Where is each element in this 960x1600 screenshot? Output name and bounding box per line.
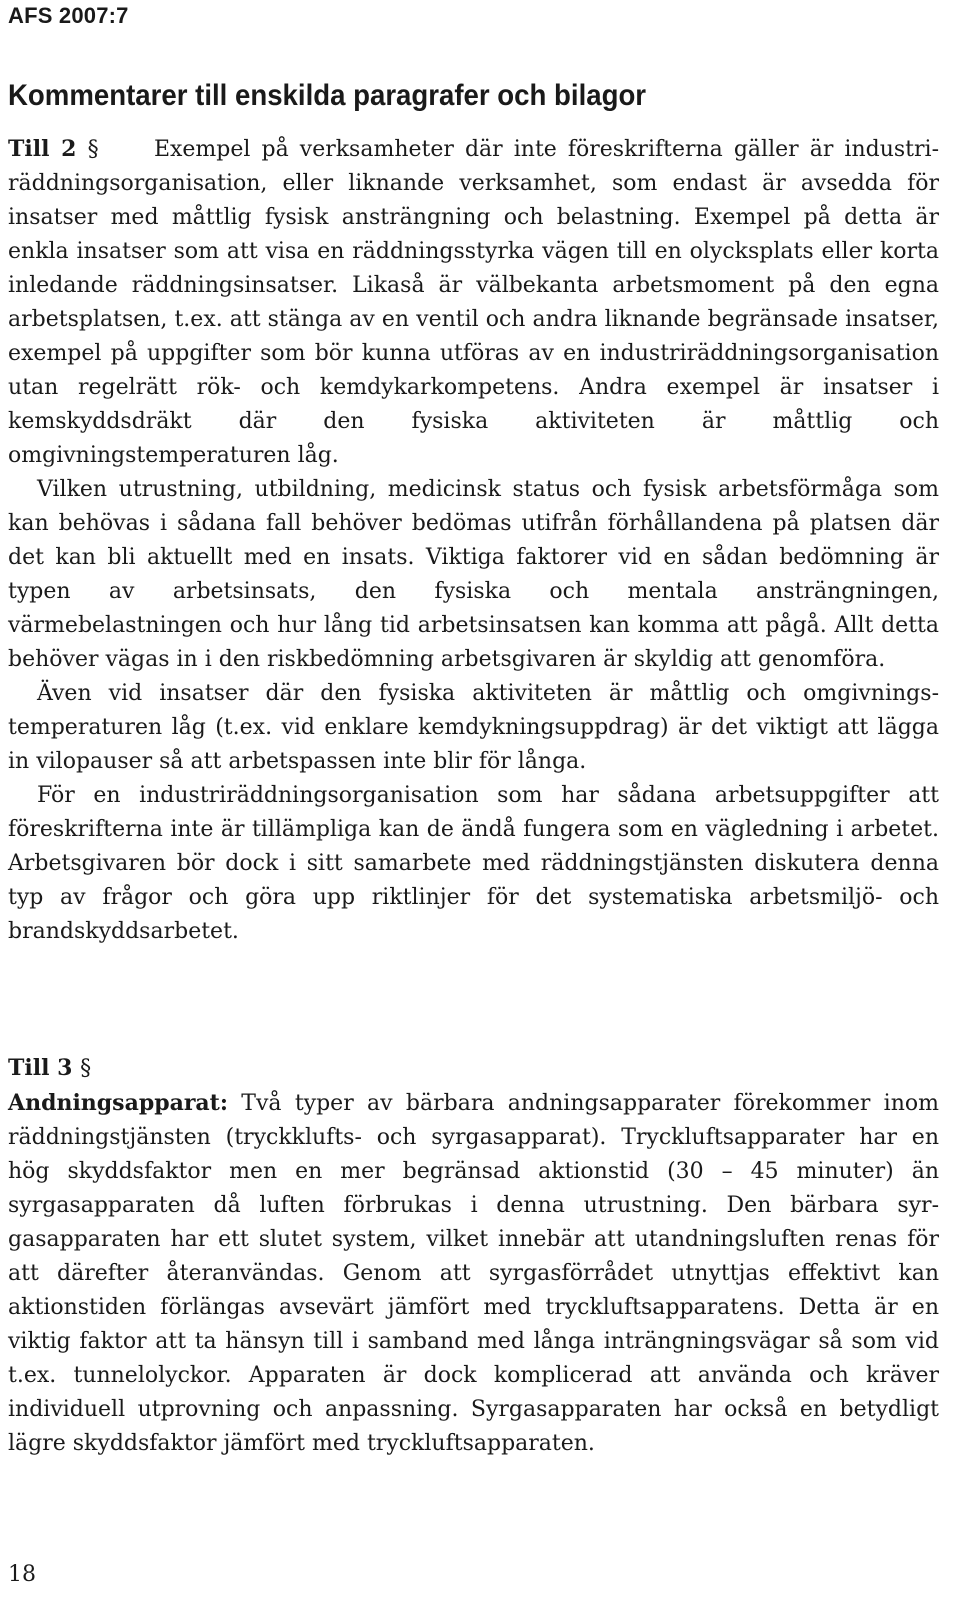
section-till-2-paragraph-2: Vilken utrustning, utbildning, medicinsk status och fysisk arbetsförmåga som kan behövas i sådana fall behöver bedömas utifrån förhållandena på platsen där det kan bli aktuellt med en insats. Viktiga faktorer vid en sådan bedömning är typen av arbetsinsats, den fysiska och mentala ansträngningen, värmebelastningen och hur lång tid arbetsinsatsen kan komma att pågå. Allt detta behöver vägas in i den riskbedömning arbetsgivaren är skyldig att genomföra. [8,477,939,672]
section-till-2-paragraph-4: För en industriräddningsorganisation som har sådana arbetsuppgifter att föreskrifterna inte är tillämpliga kan de ändå fungera som en vägledning i arbetet. Arbetsgivaren bör dock i sitt samarbete med räddningstjänsten diskutera denna typ av frågor och göra upp riktlinjer för det systematiska arbetsmiljö- och brandskyddsarbetet. [8,783,939,944]
section-till-2 [8,132,939,949]
page-heading: Kommentarer till enskilda paragrafer och bilagor [8,79,647,112]
section-till-3 [8,1051,939,1461]
running-head: AFS 2007:7 [8,3,129,28]
page-number: 18 [8,1562,36,1587]
section-label: Till 3 [8,1055,73,1081]
paragraph-text: Två typer av bärbara andningsapparater förekommer inom räddningstjänsten (tryckklufts- och syrgasapparat). Tryckluftsapparater har en hög skyddsfaktor men en mer begränsad aktionstid (30 – 45 minuter) än syrgasapparaten då luften förbrukas i denna utrustning. Den bärbara syrgasapparaten har ett slutet system, vilket innebär att utandningsluften renas för att därefter återanvändas. Genom att syrgasförrådet utnyttjas effektivt kan aktionstiden förlängas avsevärt jämfört med tryckluftsapparatens. Detta är en viktig faktor att ta hänsyn till i samband med långa inträngningsvägar så som vid t.ex. tunnelolyckor. Apparaten är dock komplicerad att använda och kräver individuell utprovning och anpassning. Syrgasapparaten har också en betydligt lägre skyddsfaktor jämfört med tryckluftsapparaten. [8,1091,939,1456]
term-label: Andningsapparat: [8,1090,228,1116]
section-till-2-paragraph-1 [8,132,939,473]
section-heading [8,1051,939,1086]
section-till-2-paragraph-3: Även vid insatser där den fysiska aktiviteten är måttlig och omgivningstemperaturen låg (t.ex. vid enklare kemdykningsuppdrag) är det viktigt att lägga in vilopauser så att arbetspassen inte blir för långa. [8,681,939,774]
paragraph-text: Exempel på verksamheter där inte föreskrifterna gäller är industriräddningsorganisation, eller liknande verksamhet, som endast är avsedda för insatser med måttlig fysisk ansträngning och belastning. Exempel på detta är enkla insatser som att visa en räddningsstyrka vägen till en olycksplats eller korta inledande räddningsinsatser. Likaså är välbekanta arbetsmoment på den egna arbetsplatsen, t.ex. att stänga av en ventil och andra liknande begränsade insatser, exempel på uppgifter som bör kunna utföras av en industriräddningsorganisation utan regelrätt rök- och kemdykarkompetens. Andra exempel är insatser i kemskyddsdräkt där den fysiska aktiviteten är måttlig och omgivningstemperaturen låg. [8,137,940,468]
section-till-3-paragraph-1 [8,1086,939,1461]
section-sign: § [80,1056,92,1081]
section-label: Till 2 [8,136,77,162]
section-sign: § [87,137,99,162]
